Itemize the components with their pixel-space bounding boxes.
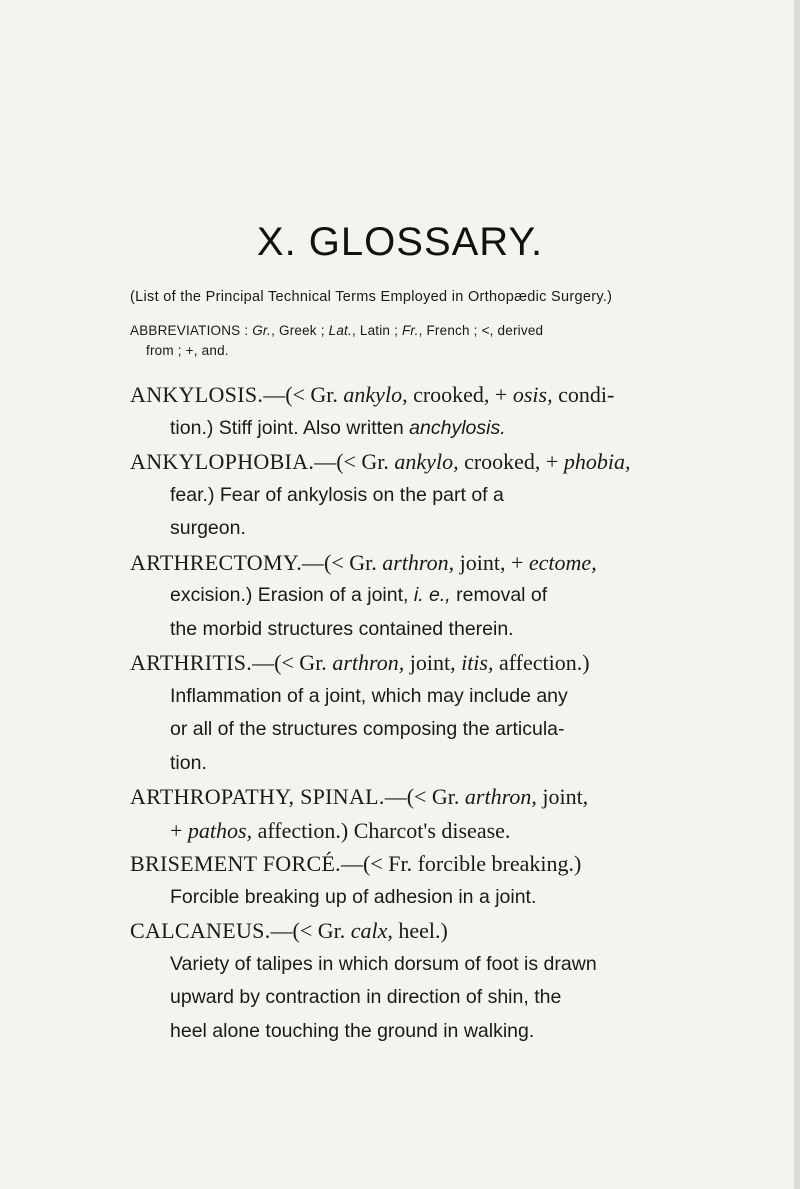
entry-text: —(< Fr. forcible breaking.) (341, 851, 582, 876)
abbrev-from: from ; (146, 343, 182, 358)
abbreviations-line-1 (130, 321, 710, 341)
entry-text: Inflammation of a joint, which may include any (170, 684, 568, 707)
entry-italic: osis, (512, 382, 553, 407)
entry-italic: arthron, (332, 650, 405, 675)
entry-arthrectomy (130, 546, 710, 647)
entry-text: —(< Gr. (314, 449, 395, 474)
entry-term: ARTHRITIS. (130, 650, 253, 675)
abbrev-fr: Fr. (401, 323, 419, 338)
entry-text: joint, (404, 650, 462, 675)
entry-text: joint, + (454, 549, 529, 575)
entry-text: —(< Gr. (384, 784, 465, 809)
abbrev-gr-def: , Greek ; (271, 323, 325, 338)
entry-text: or all of the structures composing the articula- (170, 718, 565, 740)
entry-text: crooked, + (458, 449, 564, 474)
entry-text: tion.) Stiff joint. Also written (170, 416, 410, 439)
entry-ankylophobia (130, 445, 710, 546)
entry-text: —(< Gr. (302, 549, 383, 575)
abbrev-lat: Lat. (328, 323, 352, 338)
entry-italic: pathos, (187, 817, 253, 843)
entry-term: ARTHRECTOMY. (130, 549, 302, 575)
entry-arthritis (130, 646, 710, 780)
entry-italic: anchylosis. (409, 416, 506, 439)
abbrev-fr-def: , French ; (418, 323, 478, 338)
abbrev-and-symbol: + (185, 343, 194, 358)
entry-text: —(< Gr. (263, 382, 344, 407)
entry-text: —(< Gr. (252, 650, 333, 675)
entry-text: fear.) Fear of ankylosis on the part of a (170, 483, 504, 506)
abbrev-and: , and. (193, 343, 229, 358)
entry-text: upward by contraction in direction of shin, the (170, 986, 562, 1008)
entry-text: crooked, + (407, 382, 513, 407)
page-edge (794, 0, 800, 1189)
entry-italic: phobia, (563, 449, 631, 474)
entry-italic: ankylo, (343, 382, 408, 407)
glossary-entries (130, 378, 710, 1048)
abbrev-derived-def: , derived (489, 323, 544, 338)
entry-text: removal of (450, 584, 548, 606)
abbreviations-label: ABBREVIATIONS : (130, 323, 249, 338)
entry-text: Variety of talipes in which dorsum of foot is drawn (170, 952, 597, 975)
abbreviations-line-2 (130, 341, 710, 361)
entry-text: affection.) (493, 650, 590, 675)
entry-term: BRISEMENT FORCÉ. (130, 851, 341, 876)
entry-text: heel alone touching the ground in walking. (170, 1019, 535, 1042)
glossary-subtitle: (List of the Principal Technical Terms Employed in Orthopædic Surgery.) (130, 289, 613, 305)
entry-brisement-force (130, 847, 710, 914)
entry-calcaneus (130, 914, 710, 1048)
entry-italic: arthron, (382, 549, 455, 575)
entry-text: the morbid structures contained therein. (170, 617, 514, 640)
entry-term: ANKYLOPHOBIA. (130, 449, 315, 474)
entry-italic: ankylo, (394, 449, 459, 474)
entry-italic: arthron, (464, 784, 537, 809)
entry-term: CALCANEUS. (130, 918, 271, 943)
entry-italic: itis, (461, 650, 494, 675)
entry-text: —(< Gr. (270, 918, 351, 943)
entry-text: surgeon. (170, 517, 246, 539)
abbrev-derived-symbol: < (481, 323, 490, 338)
entry-text: excision.) Erasion of a joint, (170, 584, 414, 606)
entry-text: affection.) Charcot's disease. (252, 817, 511, 843)
abbrev-gr: Gr. (252, 323, 272, 338)
entry-italic: calx, (350, 918, 393, 943)
entry-text: Forcible breaking up of adhesion in a joint. (170, 885, 537, 908)
entry-ankylosis (130, 378, 710, 445)
entry-term: ARTHROPATHY, SPINAL. (130, 784, 385, 809)
entry-italic: i. e., (413, 584, 451, 606)
chapter-heading: X. GLOSSARY. (256, 220, 544, 264)
entry-text: joint, (536, 784, 589, 809)
abbreviations-note (130, 321, 710, 361)
entry-text: condi- (552, 382, 615, 407)
entry-term: ANKYLOSIS. (130, 382, 264, 407)
entry-text: tion. (170, 751, 207, 774)
entry-arthropathy-spinal (130, 780, 710, 847)
entry-italic: ectome, (528, 549, 597, 575)
entry-text: heel.) (392, 918, 448, 943)
entry-text: + (170, 817, 188, 843)
abbrev-lat-def: , Latin ; (351, 323, 399, 338)
